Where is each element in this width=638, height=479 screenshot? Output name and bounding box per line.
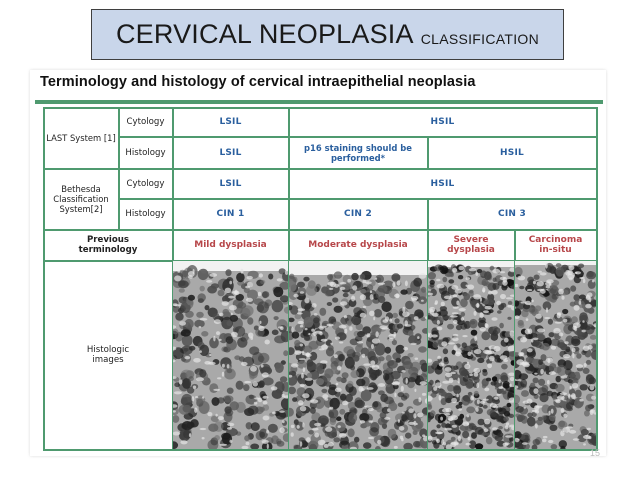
last-cytology-label: Cytology bbox=[126, 117, 165, 127]
bethesda-histology-cin2: CIN 2 bbox=[344, 209, 372, 219]
grid-line bbox=[596, 107, 598, 450]
last-histology-p16-note: p16 staining should be performed* bbox=[304, 142, 412, 163]
bethesda-system-label: Bethesda Classification System[2] bbox=[53, 184, 109, 214]
last-cytology-hsil: HSIL bbox=[430, 117, 455, 127]
grid-line bbox=[43, 449, 598, 451]
last-system-label: LAST System [1] bbox=[46, 133, 116, 143]
last-cytology-lsil: LSIL bbox=[219, 117, 242, 127]
bethesda-cytology-lsil: LSIL bbox=[219, 178, 242, 189]
bethesda-ref: [2] bbox=[90, 204, 103, 214]
histology-image-moderate bbox=[289, 261, 427, 449]
slide-subtitle: CLASSIFICATION bbox=[420, 31, 539, 47]
bethesda-histology-label: Histology bbox=[125, 209, 166, 219]
last-ref: [1] bbox=[103, 133, 116, 143]
histology-image-severe bbox=[428, 261, 514, 449]
bethesda-cytology-hsil: HSIL bbox=[430, 178, 455, 189]
histologic-images-label: Histologic images bbox=[86, 345, 130, 365]
table-heading: Terminology and histology of cervical intraepithelial neoplasia bbox=[40, 74, 476, 90]
histology-image-mild bbox=[173, 261, 288, 449]
histology-image-carcinoma-in-situ bbox=[515, 261, 596, 449]
previous-terminology-label: Previous terminology bbox=[78, 235, 138, 255]
last-histology-lsil: LSIL bbox=[219, 147, 242, 158]
page-number: 15 bbox=[590, 448, 601, 458]
grid-line bbox=[427, 136, 429, 168]
last-histology-label: Histology bbox=[125, 147, 166, 158]
heading-rule bbox=[35, 100, 603, 104]
term-moderate-dysplasia: Moderate dysplasia bbox=[308, 240, 408, 250]
bethesda-histology-cin3: CIN 3 bbox=[498, 209, 526, 219]
slide-title-box bbox=[91, 9, 564, 60]
bethesda-cytology-label: Cytology bbox=[126, 178, 165, 189]
term-carcinoma-in-situ: Carcinoma in-situ bbox=[528, 235, 583, 255]
term-severe-dysplasia: Severe dysplasia bbox=[447, 235, 495, 255]
cin-table-figure bbox=[30, 70, 606, 456]
last-histology-hsil: HSIL bbox=[500, 147, 524, 158]
slide-title: CERVICAL NEOPLASIA bbox=[115, 19, 414, 49]
bethesda-histology-cin1: CIN 1 bbox=[216, 209, 245, 219]
term-mild-dysplasia: Mild dysplasia bbox=[194, 240, 267, 250]
